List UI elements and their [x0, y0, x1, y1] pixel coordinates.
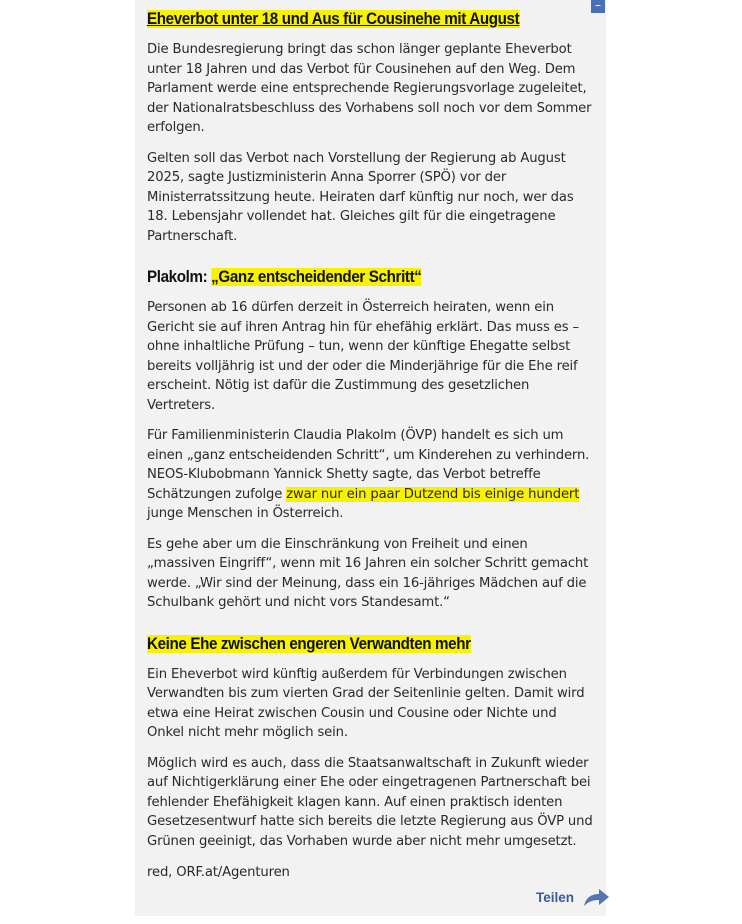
- paragraph: Möglich wird es auch, dass die Staatsanwaltschaft in Zukunft wieder auf Nichtigerklärung einer Ehe oder eingetragenen Partnerschaft bei fehlender Ehefähigkeit klagen kann. Auf einen praktisch identen Gesetzesentwurf hatte sich bereits die letzte Regierung aus ÖVP und Grünen geeinigt, das Vorhaben wurde aber nicht mehr umgesetzt.: [147, 755, 593, 849]
- collapse-icon[interactable]: –: [591, 0, 605, 13]
- highlighted-text: zwar nur ein paar Dutzend bis einige hundert: [286, 486, 580, 502]
- paragraph: Gelten soll das Verbot nach Vorstellung der Regierung ab August 2025, sagte Justizministerin Anna Sporrer (SPÖ) vor der Ministerratssitzung heute. Heiraten darf künftig nur noch, wer das 18. Lebensjahr vollendet hat. Gleiches gilt für die eingetragene Partnerschaft.: [147, 150, 574, 244]
- share-button[interactable]: [536, 882, 610, 912]
- article-content: [147, 7, 597, 883]
- section-heading-3: [147, 632, 561, 656]
- paragraph: Ein Eheverbot wird künftig außerdem für Verbindungen zwischen Verwandten bis zum vierten Grad der Seitenlinie gelten. Damit wird etwa eine Heirat zwischen Cousin und Cousine oder Nichte und Onkel nicht mehr möglich sein.: [147, 666, 585, 740]
- share-arrow-icon: [582, 886, 610, 908]
- paragraph: [147, 426, 597, 524]
- heading-text: Eheverbot unter 18 und Aus für Cousinehe mit August: [147, 10, 520, 28]
- paragraph-text: junge Menschen in Österreich.: [147, 506, 344, 521]
- heading-prefix: Plakolm:: [147, 268, 212, 286]
- paragraph-text: Für Familienministerin Claudia Plakolm (ÖVP) handelt es sich um einen „ganz entscheidenden Schritt“, um Kinderehen zu verhindern. NEOS-Klubobmann Yannick Shetty sagte, das Verbot betreffe Schätzungen zufolge: [147, 428, 590, 502]
- share-label: Teilen: [536, 889, 575, 905]
- heading-text: Keine Ehe zwischen engeren Verwandten mehr: [147, 634, 471, 653]
- paragraph: Personen ab 16 dürfen derzeit in Österreich heiraten, wenn ein Gericht sie auf ihren Antrag hin für ehefähig erklärt. Das muss es – ohne inhaltliche Prüfung – tun, wenn der künftige Ehegatte selbst bereits volljährig ist und der oder die Minderjährige für die Ehe reif erscheint. Nötig ist dafür die Zustimmung des gesetzlichen Vertreters.: [147, 300, 579, 413]
- paragraph: Die Bundesregierung bringt das schon länger geplante Eheverbot unter 18 Jahren und das Verbot für Cousinehen auf den Weg. Dem Parlament werde eine entsprechende Regierungsvorlage zugeleitet, der Nationalratsbeschluss des Vorhabens soll noch vor dem Sommer erfolgen.: [147, 42, 592, 135]
- section-heading-2: [147, 265, 561, 289]
- section-heading-1: [147, 7, 561, 31]
- heading-highlight: „Ganz entscheidender Schritt“: [211, 268, 422, 286]
- paragraph: Es gehe aber um die Einschränkung von Freiheit und einen „massiven Eingriff“, wenn mit 16 Jahren ein solcher Schritt gemacht werde. „Wir sind der Meinung, dass ein 16-jähriges Mädchen auf die Schulbank gehört und nicht vors Standesamt.“: [147, 536, 589, 610]
- byline: red, ORF.at/Agenturen: [147, 865, 290, 880]
